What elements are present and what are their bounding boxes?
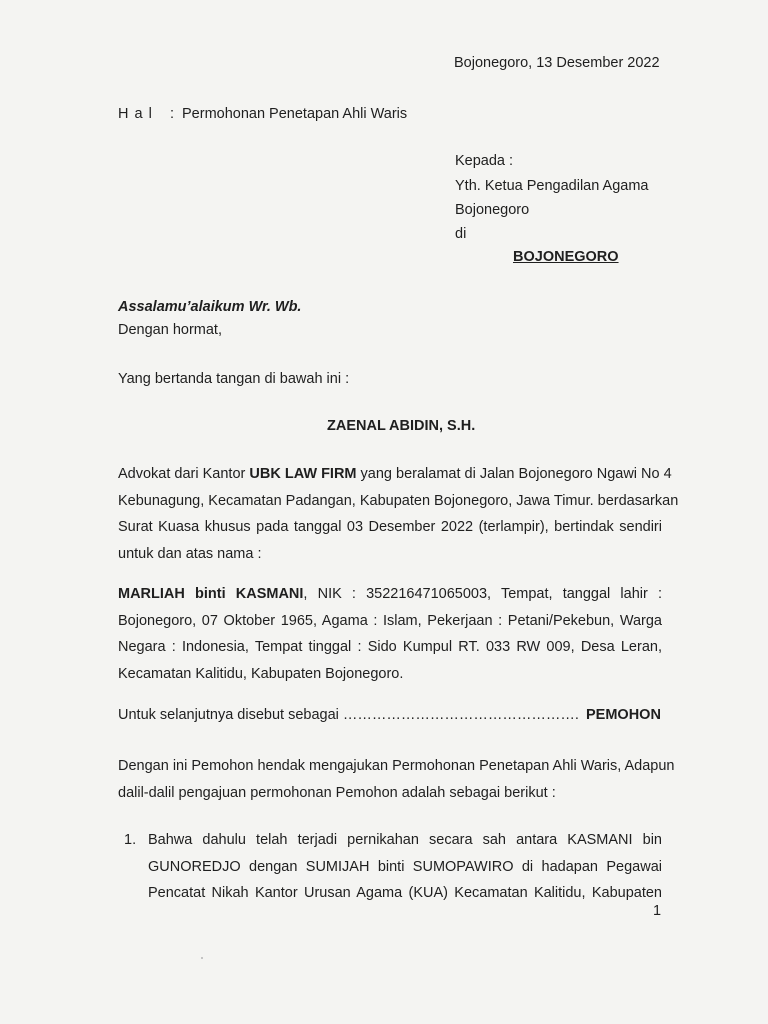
- applicant-paragraph: [118, 581, 662, 687]
- advocate-line-3: Surat Kuasa khusus pada tanggal 03 Desember 2022 (terlampir), bertindak sendiri: [118, 519, 662, 535]
- subject-text: Permohonan Penetapan Ahli Waris: [182, 106, 408, 122]
- designation-text: Untuk selanjutnya disebut sebagai ………………………………………….: [118, 707, 579, 723]
- page-number: 1: [653, 903, 662, 919]
- recipient-line-3: Bojonegoro: [455, 202, 530, 218]
- recipient-line-1: Kepada :: [455, 153, 514, 169]
- list-item-body: [148, 827, 662, 907]
- advocate-name: ZAENAL ABIDIN, S.H.: [327, 418, 476, 434]
- advocate-line-4: untuk dan atas nama :: [118, 545, 262, 562]
- applicant-line-4: Kecamatan Kalitidu, Kabupaten Bojonegoro.: [118, 665, 404, 682]
- purpose-paragraph: [118, 753, 675, 806]
- intro-text: Yang bertanda tangan di bawah ini :: [118, 371, 350, 387]
- point-line-3: Pencatat Nikah Kantor Urusan Agama (KUA) Kecamatan Kalitidu, Kabupaten: [148, 885, 662, 901]
- subject-separator: :: [170, 106, 175, 122]
- subject-label: H a l: [118, 106, 153, 122]
- applicant-line-3: Negara : Indonesia, Tempat tinggal : Sido Kumpul RT. 033 RW 009, Desa Leran,: [118, 639, 662, 655]
- point-line-1: Bahwa dahulu telah terjadi pernikahan secara sah antara KASMANI bin: [148, 832, 662, 848]
- advocate-line-2: Kebunagung, Kecamatan Padangan, Kabupaten Bojonegoro, Jawa Timur. berdasarkan: [118, 492, 679, 509]
- purpose-line-1: Dengan ini Pemohon hendak mengajukan Permohonan Penetapan Ahli Waris, Adapun: [118, 758, 675, 774]
- advocate-paragraph: [118, 461, 679, 567]
- paper-speck: [201, 957, 203, 959]
- place-date: Bojonegoro, 13 Desember 2022: [454, 55, 660, 71]
- list-number: 1.: [124, 832, 137, 848]
- recipient-city: BOJONEGORO: [513, 249, 619, 265]
- salutation: Dengan hormat,: [118, 322, 222, 338]
- applicant-name: MARLIAH binti KASMANI: [118, 586, 304, 602]
- applicant-line-2: Bojonegoro, 07 Oktober 1965, Agama : Islam, Pekerjaan : Petani/Pekebun, Warga: [118, 612, 662, 629]
- advocate-line-1: Advokat dari Kantor UBK LAW FIRM yang beralamat di Jalan Bojonegoro Ngawi No 4: [118, 466, 672, 482]
- applicant-line-1: MARLIAH binti KASMANI, NIK : 352216471065003, Tempat, tanggal lahir :: [118, 586, 662, 602]
- designation-role: PEMOHON: [586, 707, 661, 723]
- greeting: Assalamu’alaikum Wr. Wb.: [118, 299, 302, 315]
- recipient-line-2: Yth. Ketua Pengadilan Agama: [455, 178, 649, 194]
- purpose-line-2: dalil-dalil pengajuan permohonan Pemohon adalah sebagai berikut :: [118, 784, 556, 801]
- law-firm-name: UBK LAW FIRM: [249, 466, 357, 482]
- point-line-2: GUNOREDJO dengan SUMIJAH binti SUMOPAWIRO di hadapan Pegawai: [148, 858, 662, 875]
- recipient-line-4: di: [455, 226, 467, 242]
